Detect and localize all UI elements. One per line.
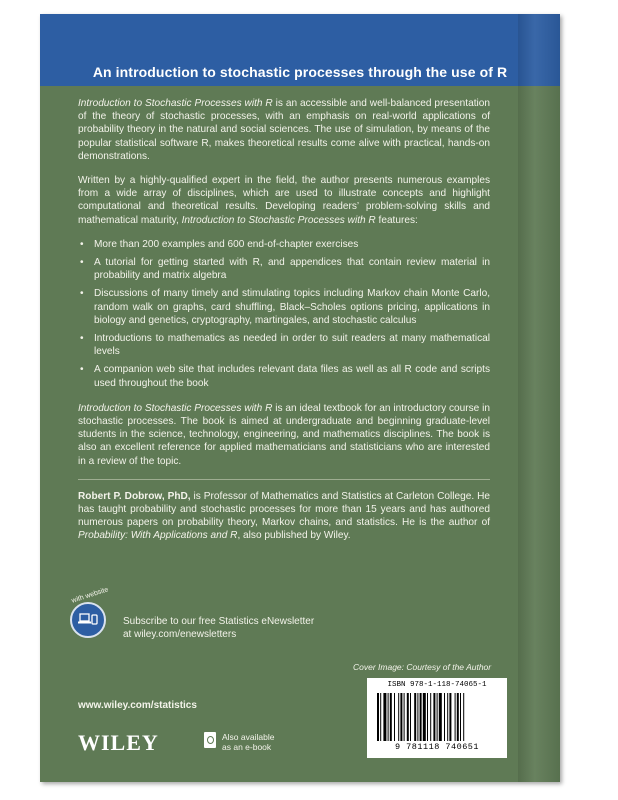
ideal-paragraph	[78, 402, 490, 468]
barcode-bar	[407, 693, 409, 741]
second-paragraph	[78, 174, 490, 227]
cover-image-credit: Cover Image: Courtesy of the Author	[353, 662, 492, 672]
barcode-bar	[383, 693, 386, 741]
book-title-italic: Introduction to Stochastic Processes with R	[78, 98, 273, 109]
barcode-digits: 9 781118 740651	[394, 742, 479, 752]
ebook-note	[222, 732, 274, 752]
barcode-icon	[377, 693, 497, 741]
barcode-bar	[439, 693, 442, 741]
list-item: • Introductions to mathematics as needed in order to suit readers at many mathematical levels	[78, 332, 490, 358]
laptop-device-icon	[78, 613, 98, 627]
publisher-url: www.wiley.com/statistics	[78, 700, 197, 711]
list-item: • More than 200 examples and 600 end-of-chapter exercises	[78, 238, 490, 251]
barcode-bar	[377, 693, 379, 741]
barcode-bar	[447, 693, 448, 741]
barcode-bar	[449, 693, 451, 741]
features-list	[78, 238, 490, 390]
isbn-barcode-box	[367, 678, 507, 758]
author-name: Robert P. Dobrow, PhD,	[78, 490, 191, 502]
barcode-bar	[460, 693, 461, 741]
barcode-bar	[455, 693, 456, 741]
intro-text: is an accessible and well-balanced presentation of the theory of stochastic processes, with an emphasis on real-world applications of probability theory in the natural and social sciences. The use of simulation, by means of the popular statistical software R, makes theoretical results come alive with practical, hands-on demonstrations.	[78, 98, 490, 162]
barcode-bar	[388, 693, 389, 741]
wiley-logo: WILEY	[78, 730, 159, 755]
author-text: is Professor of Mathematics and Statistics at Carleton College. He has taught probability and stochastic processes for more than 15 years and has authored numerous papers on probability theory, Markov chains, and statistics. He is the author of	[78, 490, 490, 529]
barcode-bar	[420, 693, 422, 741]
ebook-icon	[204, 732, 216, 748]
barcode-bar	[427, 693, 428, 741]
barcode-bar	[404, 693, 405, 741]
tagline-heading: An introduction to stochastic processes through the use of R	[92, 64, 508, 80]
book-spine-edge	[518, 14, 560, 782]
book-title-italic: Introduction to Stochastic Processes with R	[78, 402, 273, 414]
ebook-line-2: as an e-book	[222, 742, 272, 752]
newsletter-line-1: Subscribe to our free Statistics eNewsletter	[123, 616, 315, 627]
barcode-bar	[433, 693, 435, 741]
second-text: Written by a highly-qualified expert in the field, the author presents numerous examples from a wide array of disciplines, which are used to illustrate concepts and highlight computational and theoretical results. Developing readers’ problem-solving skills and mathematical maturity,	[78, 175, 490, 226]
companion-website-badge	[70, 586, 110, 638]
barcode-bar	[463, 693, 464, 741]
ebook-line-1: Also available	[222, 732, 275, 742]
author-tail: , also published by Wiley.	[237, 530, 351, 542]
barcode-bar	[444, 693, 445, 741]
newsletter-info	[123, 615, 314, 641]
list-item: • Discussions of many timely and stimulating topics including Markov chain Monte Carlo, random walk on graphs, card shuffling, Black–Scholes options pricing, applications in biology and genetics, cryptography, martingales, and stochastic calculus	[78, 287, 490, 327]
barcode-bar	[414, 693, 416, 741]
barcode-bar	[394, 693, 395, 741]
barcode-bar	[417, 693, 418, 741]
second-tail: features:	[375, 214, 418, 226]
barcode-bar	[398, 693, 399, 741]
barcode-bar	[400, 693, 402, 741]
isbn-text: ISBN 978-1-118-74065-1	[387, 681, 487, 689]
blurb-body	[78, 97, 490, 554]
author-book-title: Probability: With Applications and R	[78, 530, 238, 542]
section-divider	[78, 479, 490, 480]
list-item: • A companion web site that includes relevant data files as well as all R code and scripts used throughout the book	[78, 363, 490, 389]
intro-paragraph	[78, 97, 490, 163]
book-back-cover	[40, 14, 560, 782]
barcode-bar	[423, 693, 426, 741]
barcode-bar	[380, 693, 381, 741]
newsletter-line-2: at wiley.com/enewsletters	[123, 629, 237, 640]
book-title-italic: Introduction to Stochastic Processes with R	[181, 214, 376, 226]
author-bio	[78, 490, 490, 543]
barcode-bar	[430, 693, 431, 741]
ideal-text: is an ideal textbook for an introductory course in stochastic processes. The book is aimed at undergraduate and beginning graduate-level students in the science, technology, engineering, and mathematics disciplines. The book is also an excellent reference for applied mathematicians and statisticians who are interested in a review of the topic.	[78, 402, 490, 467]
list-item: • A tutorial for getting started with R, and appendices that contain review material in probability and matrix algebra	[78, 256, 490, 282]
website-badge-label: with website	[70, 586, 110, 605]
barcode-bar	[437, 693, 438, 741]
barcode-bar	[457, 693, 459, 741]
barcode-bar	[390, 693, 392, 741]
barcode-bar	[410, 693, 411, 741]
